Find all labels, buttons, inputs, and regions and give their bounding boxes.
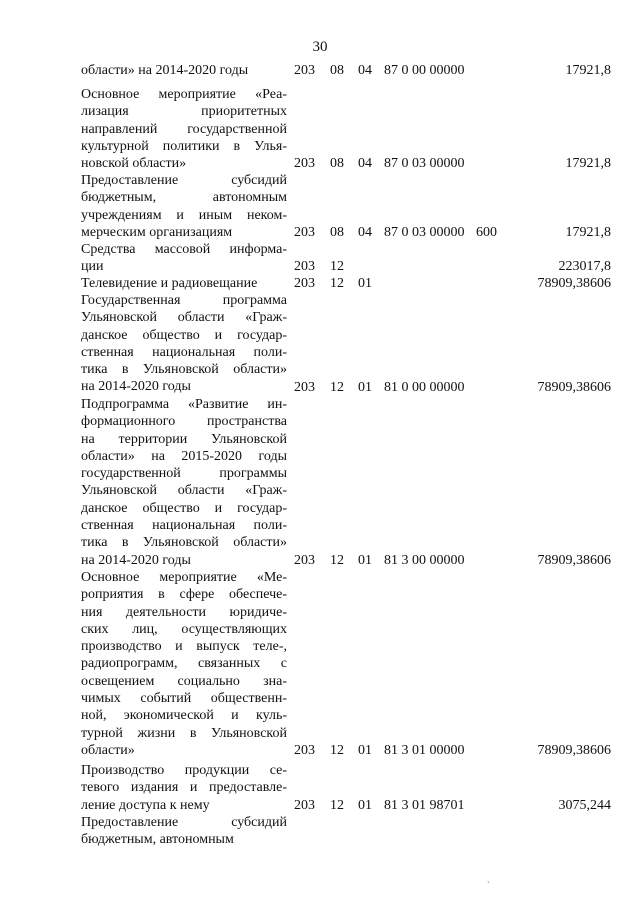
code-subsection: 01: [358, 743, 372, 758]
row-codes: [0, 259, 640, 276]
code-subsection: 01: [358, 552, 372, 568]
row-description: [81, 396, 287, 569]
table-row: [0, 241, 640, 276]
description-line: Ульяновской области «Граж-: [81, 310, 287, 326]
table-row: [0, 396, 640, 569]
description-line: чимых событий общественн-: [81, 691, 287, 707]
description-line: направлений государственной: [81, 121, 287, 137]
description-line: новской области»: [81, 156, 187, 172]
code-target-item: 81 3 00 00000: [384, 552, 465, 568]
code-subsection: 04: [358, 63, 372, 78]
page-number: 30: [312, 39, 328, 55]
description-line: области» на 2015-2020 годы: [81, 448, 287, 464]
code-subsection: 04: [358, 224, 372, 240]
row-codes: [0, 379, 640, 396]
row-codes: [0, 742, 640, 759]
amount-value: 17921,8: [565, 156, 611, 172]
code-grbs: 203: [294, 63, 315, 78]
code-subsection: 01: [358, 276, 372, 291]
code-grbs: 203: [294, 276, 315, 291]
code-grbs: 203: [294, 379, 315, 395]
description-line: Ульяновской области «Граж-: [81, 483, 287, 499]
description-line: Телевидение и радиовещание: [81, 276, 258, 291]
description-line: области»: [81, 742, 135, 758]
row-codes: [0, 832, 640, 849]
code-target-item: 87 0 00 00000: [384, 63, 465, 78]
description-line: роприятия в сфере обеспече-: [81, 587, 287, 603]
description-line: области» на 2014-2020 годы: [81, 63, 249, 78]
code-grbs: 203: [294, 224, 315, 240]
amount-value: 3075,244: [558, 797, 611, 813]
code-section: 08: [330, 63, 344, 78]
description-line: Предоставление субсидий: [81, 173, 287, 188]
row-codes: [0, 156, 640, 173]
description-line: на 2014-2020 годы: [81, 552, 191, 568]
description-line: освещением социально зна-: [81, 673, 287, 689]
description-line: государственной программы: [81, 466, 287, 482]
code-grbs: 203: [294, 156, 315, 172]
row-description: [81, 569, 287, 759]
code-target-item: 81 3 01 98701: [384, 797, 465, 813]
table-row: [0, 292, 640, 396]
description-line: Средства массовой информа-: [81, 242, 287, 257]
code-target-item: 81 0 00 00000: [384, 379, 465, 395]
description-line: бюджетным, автономным: [81, 190, 287, 206]
description-line: радиопрограмм, связанных с: [81, 656, 287, 672]
table-row: [0, 762, 640, 814]
description-line: бюджетным, автономным: [81, 832, 234, 848]
code-target-item: 87 0 03 00000: [384, 156, 465, 172]
table-row: [0, 569, 640, 759]
table-row: [0, 172, 640, 241]
description-line: ния деятельности юридиче-: [81, 604, 287, 620]
description-line: ственная национальная поли-: [81, 518, 287, 534]
description-line: турной жизни в Ульяновской: [81, 725, 287, 741]
code-section: 08: [330, 224, 344, 240]
row-codes: [0, 275, 640, 292]
table-row: [0, 86, 640, 173]
table-row: [0, 62, 640, 79]
amount-value: 78909,38606: [537, 743, 611, 758]
code-grbs: 203: [294, 259, 315, 275]
amount-value: 78909,38606: [537, 379, 611, 395]
code-section: 12: [330, 259, 344, 275]
description-line: ной, экономической и куль-: [81, 708, 287, 724]
row-codes: [0, 552, 640, 569]
code-expense-type: 600: [476, 224, 497, 240]
row-codes: [0, 224, 640, 241]
code-grbs: 203: [294, 743, 315, 758]
description-line: тика в Ульяновской области»: [81, 362, 287, 378]
code-section: 12: [330, 743, 344, 758]
row-codes: [0, 797, 640, 814]
code-section: 12: [330, 797, 344, 813]
code-section: 12: [330, 276, 344, 291]
description-line: ственная национальная поли-: [81, 344, 287, 360]
table-row: [0, 275, 640, 292]
description-line: данское общество и государ-: [81, 500, 287, 516]
description-line: Предоставление субсидий: [81, 815, 287, 830]
description-line: мерческим организациям: [81, 224, 233, 240]
description-line: лизация приоритетных: [81, 104, 287, 120]
description-line: Производство продукции се-: [81, 763, 287, 778]
description-line: Основное мероприятие «Реа-: [81, 87, 287, 102]
description-line: Государственная программа: [81, 293, 287, 308]
code-subsection: 01: [358, 379, 372, 395]
amount-value: 17921,8: [565, 224, 611, 240]
amount-value: 78909,38606: [537, 276, 611, 291]
description-line: данское общество и государ-: [81, 327, 287, 343]
code-grbs: 203: [294, 552, 315, 568]
code-target-item: 87 0 03 00000: [384, 224, 465, 240]
code-section: 12: [330, 552, 344, 568]
description-line: производство и выпуск теле-,: [81, 639, 287, 655]
description-line: на территории Ульяновской: [81, 431, 287, 447]
code-subsection: 01: [358, 797, 372, 813]
code-section: 08: [330, 156, 344, 172]
description-line: ских лиц, осуществляющих: [81, 621, 287, 637]
description-line: тика в Ульяновской области»: [81, 535, 287, 551]
amount-value: 78909,38606: [537, 552, 611, 568]
description-line: формационного пространства: [81, 414, 287, 430]
description-line: культурной политики в Улья-: [81, 138, 287, 154]
description-line: на 2014-2020 годы: [81, 379, 191, 395]
scan-mark: `: [487, 880, 490, 890]
table-row: [0, 814, 640, 849]
code-target-item: 81 3 01 00000: [384, 743, 465, 758]
description-line: учреждениям и иным неком-: [81, 207, 287, 223]
description-line: Основное мероприятие «Ме-: [81, 570, 287, 585]
description-line: ции: [81, 259, 104, 275]
description-line: Подпрограмма «Развитие ин-: [81, 397, 287, 412]
amount-value: 17921,8: [565, 63, 611, 78]
code-section: 12: [330, 379, 344, 395]
description-line: тевого издания и предоставле-: [81, 780, 287, 796]
description-line: ление доступа к нему: [81, 797, 210, 813]
amount-value: 223017,8: [558, 259, 611, 275]
code-grbs: 203: [294, 797, 315, 813]
code-subsection: 04: [358, 156, 372, 172]
row-codes: [0, 62, 640, 79]
